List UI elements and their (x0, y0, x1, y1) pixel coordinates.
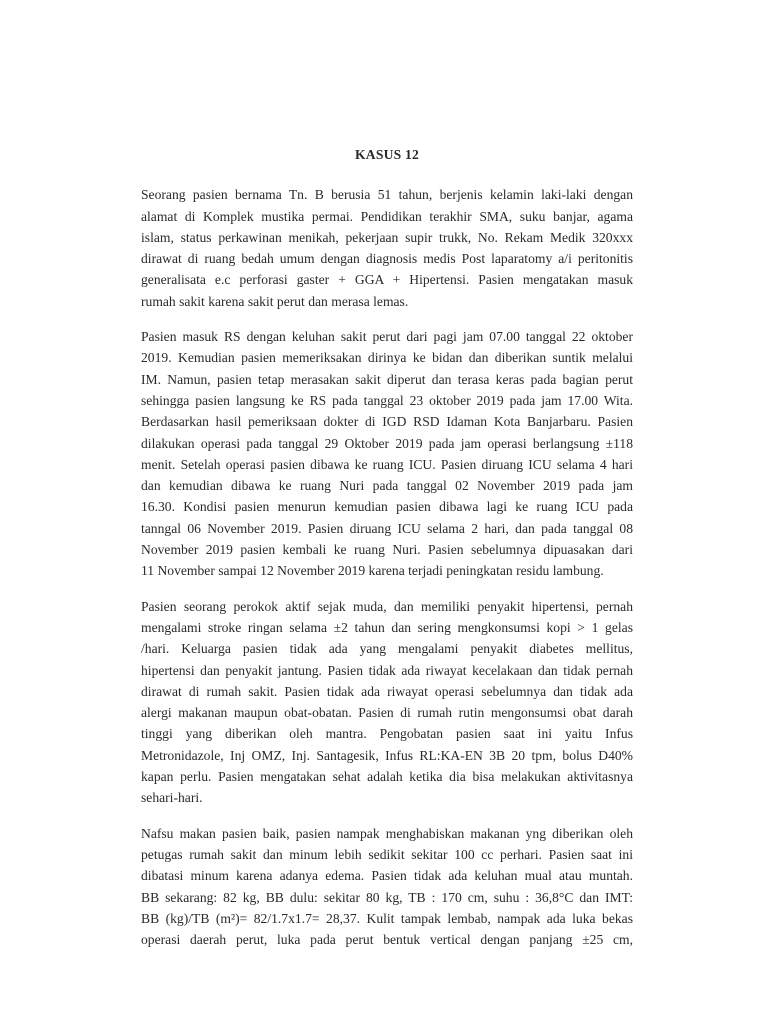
text-line: alamat di Komplek mustika permai. Pendidikan terakhir SMA, suku banjar, agama (141, 208, 633, 224)
text-line: kapan perlu. Pasien mengatakan sehat adalah ketika dia bisa melakukan aktivitasnya (141, 769, 633, 785)
text-line: rumah sakit karena sakit perut dan merasa lemas. (141, 293, 409, 309)
text-line: tanngal 06 November 2019. Pasien diruang ICU selama 2 hari, dan pada tanggal 08 (141, 520, 633, 536)
text-line: islam, status perkawinan menikah, pekerjaan supir trukk, No. Rekam Medik 320xxx (141, 229, 633, 245)
text-line: dirawat di rumah sakit. Pasien tidak ada riwayat operasi sebelumnya dan tidak ada (141, 683, 633, 699)
text-line: hipertensi dan penyakit jantung. Pasien tidak ada riwayat kecelakaan dan tidak pernah (141, 662, 633, 678)
paragraph-patient-identity (141, 184, 633, 312)
text-line: Seorang pasien bernama Tn. B berusia 51 tahun, berjenis kelamin laki-laki dengan (141, 187, 633, 203)
text-line: sehingga pasien langsung ke RS pada tanggal 23 oktober 2019 pada jam 17.00 Wita. (141, 392, 633, 408)
case-title: KASUS 12 (355, 147, 419, 162)
text-line: sehari-hari. (141, 790, 203, 806)
text-line: operasi daerah perut, luka pada perut bentuk vertical dengan panjang ±25 cm, (141, 932, 633, 948)
text-line: menit. Setelah operasi pasien dibawa ke ruang ICU. Pasien diruang ICU selama 4 hari (141, 456, 633, 472)
document-body (141, 144, 633, 964)
text-line: November 2019 pasien kembali ke ruang Nuri. Pasien sebelumnya dipuasakan dari (141, 542, 633, 558)
paragraph-nutrition-assessment (141, 823, 633, 951)
text-line: Pasien masuk RS dengan keluhan sakit perut dari pagi jam 07.00 tanggal 22 oktober (141, 329, 633, 345)
text-line: Nafsu makan pasien baik, pasien nampak menghabiskan makanan yng diberikan oleh (141, 825, 633, 841)
text-line: tinggi yang diberikan oleh mantra. Pengobatan pasien saat ini yaitu Infus (141, 726, 633, 742)
text-line: dilakukan operasi pada tanggal 29 Oktober 2019 pada jam operasi berlangsung ±118 (141, 435, 633, 451)
text-line: dan kemudian dibawa ke ruang Nuri pada tanggal 02 November 2019 pada jam (141, 478, 633, 494)
text-line: 16.30. Kondisi pasien menurun kemudian pasien dibawa lagi ke ruang ICU pada (141, 499, 633, 515)
text-line: mengalami stroke ringan selama ±2 tahun dan sering mengkonsumsi kopi > 1 gelas (141, 619, 633, 635)
paragraph-admission-history (141, 326, 633, 582)
text-line: BB sekarang: 82 kg, BB dulu: sekitar 80 kg, TB : 170 cm, suhu : 36,8°C dan IMT: (141, 889, 633, 905)
paragraph-medical-history (141, 596, 633, 809)
text-line: 11 November sampai 12 November 2019 karena terjadi peningkatan residu lambung. (141, 563, 604, 579)
text-line: Metronidazole, Inj OMZ, Inj. Santagesik, Infus RL:KA-EN 3B 20 tpm, bolus D40% (141, 747, 633, 763)
text-line: IM. Namun, pasien tetap merasakan sakit diperut dan terasa keras pada bagian perut (141, 371, 633, 387)
text-line: /hari. Keluarga pasien tidak ada yang mengalami penyakit diabetes mellitus, (141, 641, 633, 657)
text-line: alergi makanan maupun obat-obatan. Pasien di rumah rutin mengonsumsi obat darah (141, 705, 633, 721)
text-line: 2019. Kemudian pasien memeriksakan dirinya ke bidan dan diberikan suntik melalui (141, 350, 633, 366)
text-line: petugas rumah sakit dan minum lebih sedikit sekitar 100 cc perhari. Pasien saat ini (141, 846, 633, 862)
text-line: dirawat di ruang bedah umum dengan diagnosis medis Post laparatomy a/i peritonitis (141, 251, 633, 267)
text-line: Berdasarkan hasil pemeriksaan dokter di IGD RSD Idaman Kota Banjarbaru. Pasien (141, 414, 633, 430)
text-line: generalisata e.c perforasi gaster + GGA + Hipertensi. Pasien mengatakan masuk (141, 272, 633, 288)
text-line: Pasien seorang perokok aktif sejak muda, dan memiliki penyakit hipertensi, pernah (141, 598, 633, 614)
text-line: dibatasi minum karena adanya edema. Pasien tidak ada keluhan mual atau muntah. (141, 868, 633, 884)
text-line: BB (kg)/TB (m²)= 82/1.7x1.7= 28,37. Kulit tampak lembab, nampak ada luka bekas (141, 910, 633, 926)
